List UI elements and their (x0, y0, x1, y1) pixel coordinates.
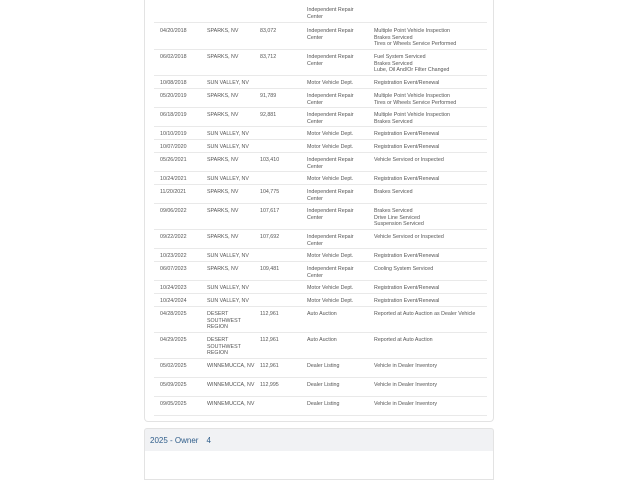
row-details (374, 131, 487, 138)
row-source: Motor Vehicle Dept. (307, 144, 354, 150)
row-date: 11/20/2021 (160, 189, 187, 195)
row-date: 06/18/2019 (160, 112, 187, 118)
row-location: SPARKS, NV (207, 112, 239, 118)
table-row (154, 0, 487, 23)
row-detail-item: Brakes Serviced (374, 34, 413, 41)
row-detail-item: Fuel System Serviced (374, 54, 426, 60)
row-location: SPARKS, NV (207, 208, 239, 214)
row-source: Independent Repair Center (307, 234, 354, 247)
history-records-card (144, 0, 494, 422)
row-detail-item: Vehicle in Dealer Inventory (374, 363, 438, 369)
table-row (154, 24, 487, 50)
row-location: SPARKS, NV (207, 93, 239, 99)
row-detail-item: Multiple Point Vehicle Inspection (374, 28, 450, 34)
row-odometer: 83,072 (260, 28, 277, 34)
row-date: 04/28/2025 (160, 311, 187, 317)
row-source: Independent Repair Center (307, 112, 354, 125)
row-detail-item: Lube, Oil And/Or Filter Changed (374, 67, 450, 73)
row-source: Motor Vehicle Dept. (307, 80, 354, 86)
table-row (154, 307, 487, 333)
row-date: 10/24/2023 (160, 285, 187, 291)
row-details (374, 298, 487, 305)
table-row (154, 153, 487, 172)
row-detail-item: Registration Event/Renewal (374, 176, 440, 182)
row-detail-item: Brakes Serviced (374, 60, 413, 67)
row-detail-item: Vehicle in Dealer Inventory (374, 382, 438, 388)
row-detail-item: Vehicle Serviced or Inspected (374, 234, 444, 240)
row-source: Independent Repair Center (307, 54, 354, 67)
row-source: Independent Repair Center (307, 208, 354, 221)
row-details (374, 285, 487, 292)
row-date: 10/24/2021 (160, 176, 187, 182)
table-row (154, 294, 487, 307)
table-row (154, 76, 487, 89)
row-details (374, 189, 487, 196)
row-source: Motor Vehicle Dept. (307, 253, 354, 259)
row-odometer: 112,961 (260, 311, 279, 317)
row-details (374, 337, 487, 344)
row-date: 10/08/2018 (160, 80, 187, 86)
row-detail-item: Brakes Serviced (374, 189, 413, 195)
owner-section-header[interactable] (144, 428, 494, 452)
table-row (154, 140, 487, 153)
row-location: WINNEMUCCA, NV (207, 363, 255, 369)
row-details (374, 112, 487, 125)
row-detail-item: Brakes Serviced (374, 208, 413, 214)
row-detail-item: Vehicle in Dealer Inventory (374, 401, 438, 407)
table-row (154, 397, 487, 416)
row-source: Independent Repair Center (307, 189, 354, 202)
table-row (154, 262, 487, 281)
row-date: 09/06/2022 (160, 208, 187, 214)
table-row (154, 359, 487, 378)
row-source: Auto Auction (307, 311, 337, 317)
row-location: SUN VALLEY, NV (207, 80, 249, 86)
row-details (374, 176, 487, 183)
table-row (154, 333, 487, 359)
row-details (374, 311, 487, 318)
row-odometer: 83,712 (260, 54, 277, 60)
row-location: DESERT SOUTHWEST REGION (207, 337, 241, 356)
row-detail-item: Registration Event/Renewal (374, 144, 440, 150)
row-detail-item: Drive Line Serviced (374, 214, 420, 221)
row-detail-item: Vehicle Serviced or Inspected (374, 157, 444, 163)
row-location: SUN VALLEY, NV (207, 285, 249, 291)
row-detail-item: Tires or Wheels Service Performed (374, 99, 457, 106)
row-source: Auto Auction (307, 337, 337, 343)
row-location: SUN VALLEY, NV (207, 144, 249, 150)
row-details (374, 382, 487, 389)
row-detail-item: Reported at Auto Auction (374, 337, 433, 343)
row-source: Independent Repair Center (307, 7, 354, 20)
row-date: 05/02/2025 (160, 363, 187, 369)
row-source: Dealer Listing (307, 401, 340, 407)
row-source: Motor Vehicle Dept. (307, 131, 354, 137)
row-odometer: 92,881 (260, 112, 277, 118)
row-source: Independent Repair Center (307, 157, 354, 170)
row-details (374, 144, 487, 151)
row-detail-item: Reported at Auto Auction as Dealer Vehicle (374, 311, 476, 317)
row-detail-item: Suspension Serviced (374, 221, 424, 227)
row-source: Dealer Listing (307, 363, 340, 369)
owner-section-title (150, 436, 211, 445)
row-location: SUN VALLEY, NV (207, 131, 249, 137)
row-odometer: 109,481 (260, 266, 280, 272)
row-source: Independent Repair Center (307, 93, 354, 106)
row-location: SUN VALLEY, NV (207, 298, 249, 304)
row-odometer: 112,961 (260, 363, 279, 369)
table-row (154, 249, 487, 262)
row-source: Dealer Listing (307, 382, 340, 388)
row-source: Motor Vehicle Dept. (307, 298, 354, 304)
row-details (374, 234, 487, 241)
row-date: 10/07/2020 (160, 144, 187, 150)
row-details (374, 93, 487, 106)
row-date: 06/02/2018 (160, 54, 187, 60)
row-details (374, 253, 487, 260)
table-row (154, 172, 487, 185)
owner-number: 4 (206, 436, 211, 445)
row-date: 09/05/2025 (160, 401, 187, 407)
row-date: 04/29/2025 (160, 337, 187, 343)
row-source: Independent Repair Center (307, 28, 354, 41)
row-date: 05/26/2021 (160, 157, 187, 163)
row-location: SPARKS, NV (207, 54, 239, 60)
row-location: SPARKS, NV (207, 266, 239, 272)
row-odometer: 91,789 (260, 93, 277, 99)
row-date: 04/20/2018 (160, 28, 187, 34)
table-row (154, 230, 487, 249)
row-detail-item: Brakes Serviced (374, 118, 413, 125)
row-location: WINNEMUCCA, NV (207, 382, 255, 388)
table-row (154, 89, 487, 108)
row-details (374, 54, 487, 74)
row-odometer: 112,995 (260, 382, 279, 388)
row-date: 10/24/2024 (160, 298, 187, 304)
row-detail-item: Cooling System Serviced (374, 266, 434, 272)
row-details (374, 208, 487, 228)
row-location: SPARKS, NV (207, 28, 239, 34)
table-row (154, 281, 487, 294)
row-date: 05/09/2025 (160, 382, 187, 388)
row-location: SUN VALLEY, NV (207, 253, 249, 259)
row-detail-item: Tires or Wheels Service Performed (374, 41, 457, 47)
row-location: SUN VALLEY, NV (207, 176, 249, 182)
table-row (154, 50, 487, 76)
table-row (154, 204, 487, 230)
row-date: 09/22/2022 (160, 234, 187, 240)
row-odometer: 112,961 (260, 337, 279, 343)
row-odometer: 104,775 (260, 189, 280, 195)
owner-section-body (144, 451, 494, 480)
row-detail-item: Registration Event/Renewal (374, 285, 440, 291)
row-detail-item: Registration Event/Renewal (374, 298, 440, 304)
row-detail-item: Registration Event/Renewal (374, 253, 440, 259)
row-details (374, 363, 487, 370)
row-source: Motor Vehicle Dept. (307, 285, 354, 291)
row-location: SPARKS, NV (207, 157, 239, 163)
row-date: 10/23/2022 (160, 253, 187, 259)
row-source: Motor Vehicle Dept. (307, 176, 354, 182)
row-date: 10/10/2019 (160, 131, 187, 137)
row-location: DESERT SOUTHWEST REGION (207, 311, 241, 330)
row-details (374, 157, 487, 164)
row-odometer: 107,692 (260, 234, 280, 240)
table-row (154, 108, 487, 127)
row-details (374, 28, 487, 48)
table-row (154, 378, 487, 397)
row-odometer: 107,617 (260, 208, 280, 214)
row-source: Independent Repair Center (307, 266, 354, 279)
table-row (154, 185, 487, 204)
owner-year-label: 2025 - Owner (150, 436, 199, 445)
row-detail-item: Multiple Point Vehicle Inspection (374, 112, 450, 118)
row-details (374, 401, 487, 408)
row-odometer: 103,410 (260, 157, 280, 163)
row-detail-item: Registration Event/Renewal (374, 131, 440, 137)
row-date: 05/20/2019 (160, 93, 187, 99)
row-location: SPARKS, NV (207, 234, 239, 240)
row-location: SPARKS, NV (207, 189, 239, 195)
table-row (154, 127, 487, 140)
row-details (374, 80, 487, 87)
row-date: 06/07/2023 (160, 266, 187, 272)
row-detail-item: Multiple Point Vehicle Inspection (374, 93, 450, 99)
row-location: WINNEMUCCA, NV (207, 401, 255, 407)
row-detail-item: Registration Event/Renewal (374, 80, 440, 86)
row-details (374, 266, 487, 273)
